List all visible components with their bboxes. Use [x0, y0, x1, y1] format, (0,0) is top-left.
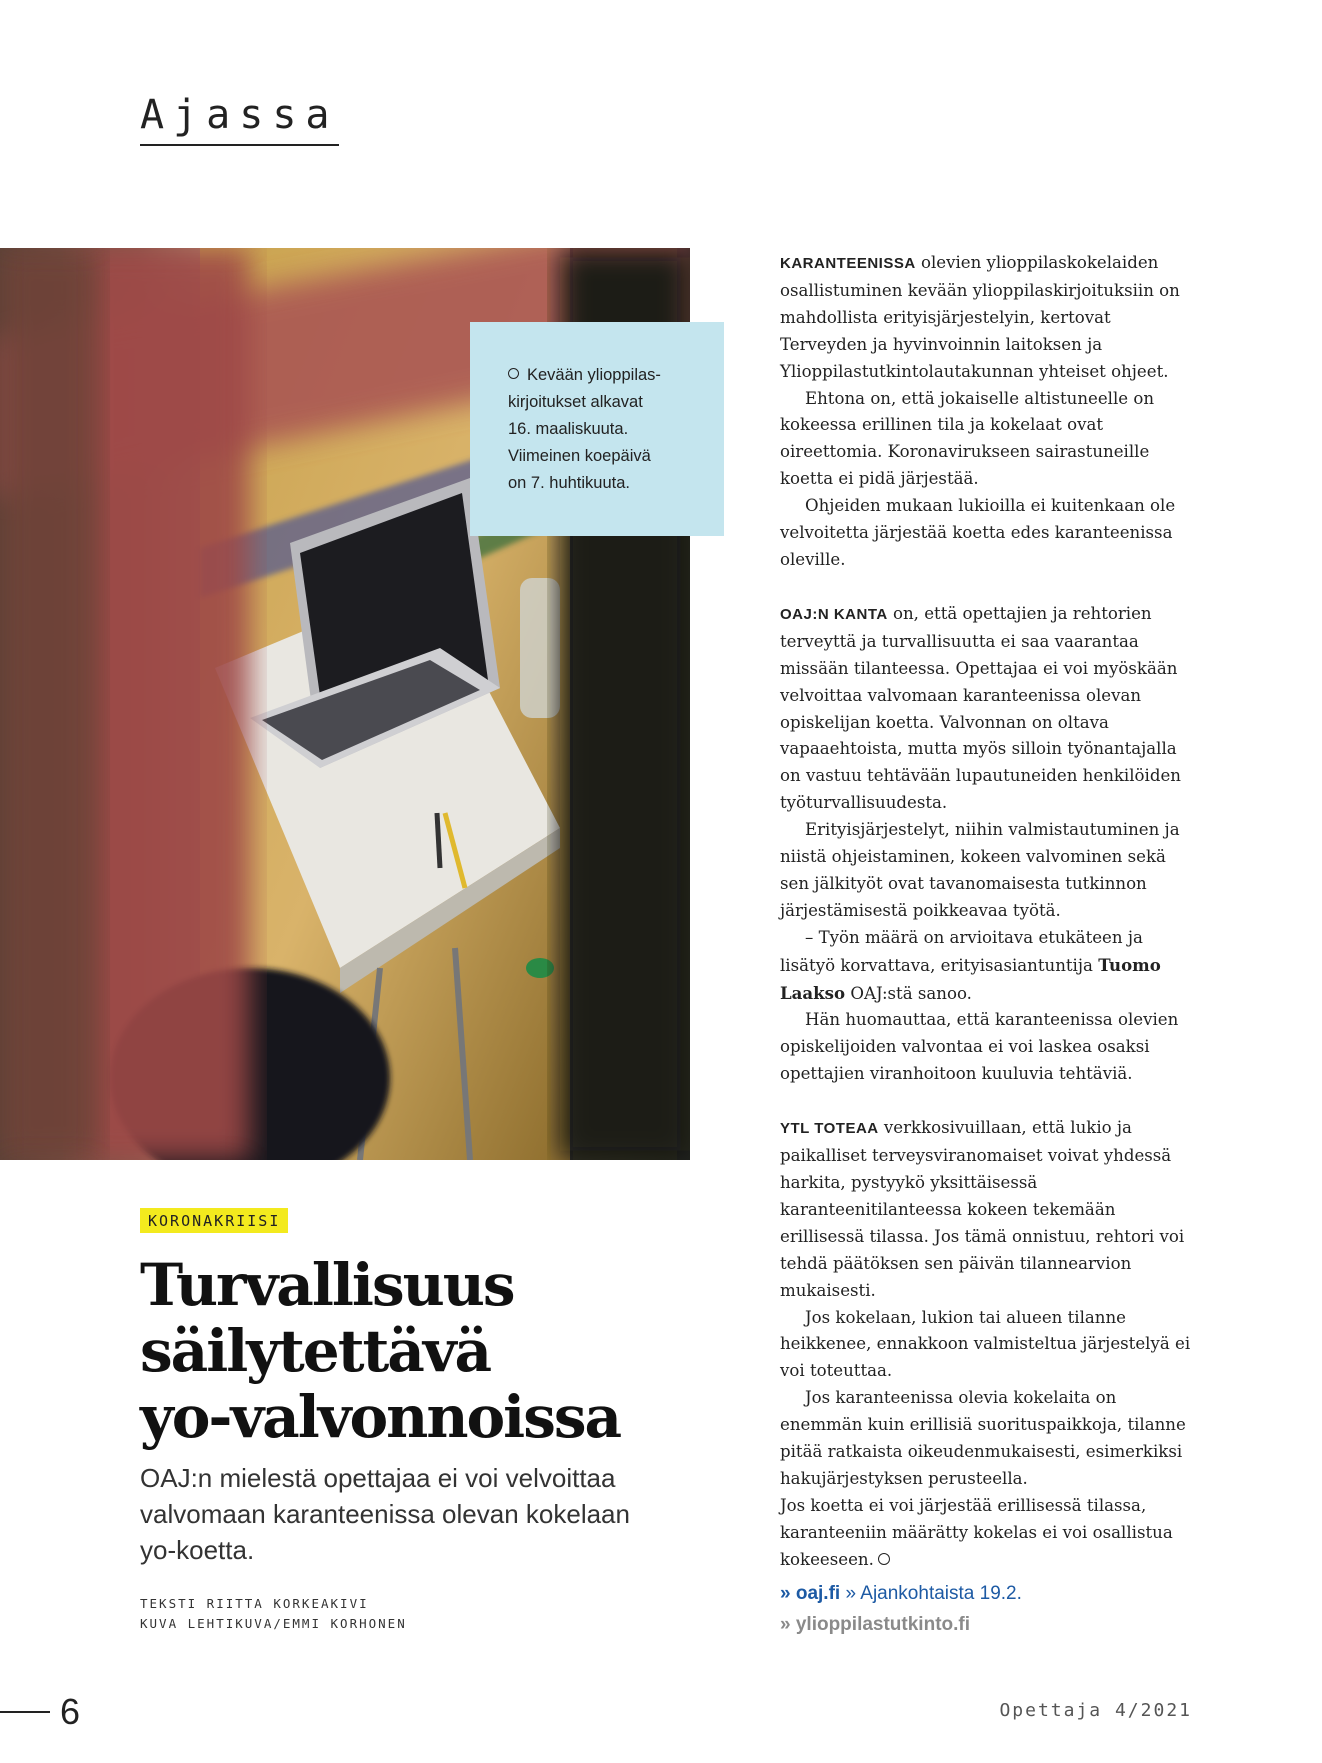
circle-bullet-icon — [508, 368, 519, 379]
page-number: 6 — [60, 1691, 81, 1732]
body-paragraph — [780, 1115, 1200, 1304]
info-box — [470, 322, 724, 536]
body-paragraph: Hän huomauttaa, että karanteenissa olevien opiskelijoiden valvontaa ei voi laskea osaksi opettajien viranhoitoon kuuluvia tehtäviä. — [780, 1010, 1179, 1084]
credit-photo: KUVA LEHTIKUVA/EMMI KORHONEN — [140, 1616, 407, 1631]
link-oaj[interactable] — [780, 1578, 1022, 1609]
footer-rule — [0, 1711, 50, 1713]
body-paragraph: Ehtona on, että jokaiselle altistuneelle on kokeessa erillinen tila ja kokelaat ovat oireettomia. Koronavirukseen sairastuneille koetta ei pidä järjestää. — [780, 388, 1155, 489]
paragraph-text: verkkosivuillaan, että lukio ja paikalliset terveysviranomaiset voivat yhdessä harkita, pystyykö yksittäisessä karanteenitilanteessa kokeen tekemään erillisessä tilassa. Jos tämä onnistuu, rehtori voi tehdä päätöksen sen päivän tilannearvion mukaisesti. — [780, 1118, 1185, 1300]
section-title: Ajassa — [140, 92, 339, 146]
headline-line: yo-valvonnoissa — [140, 1383, 621, 1451]
lead-paragraph: OAJ:n mielestä opettajaa ei voi velvoittaa valvomaan karanteenissa olevan kokelaan yo-koetta. — [140, 1463, 630, 1565]
link-site: oaj.fi — [795, 1583, 841, 1604]
category-tag: KORONAKRIISI — [140, 1208, 288, 1233]
body-paragraph — [780, 250, 1200, 386]
article-body — [780, 250, 1200, 1574]
paragraph-text: on, että opettajien ja rehtorien terveyttä ja turvallisuutta ei saa vaarantaa missään tilanteessa. Opettajaa ei voi myöskään velvoittaa valvomaan karanteenissa olevan opiskelijan koetta. Valvonnan on oltava vapaaehtoista, mutta myös silloin työnantajalla on vastuu tehtävään lupautuneiden henkilöiden työturvallisuudesta. — [780, 603, 1181, 813]
link-rest: » Ajankohtaista 19.2. — [845, 1583, 1022, 1604]
paragraph-text: – Työn määrä on arvioitava etukäteen ja lisätyö korvattava, erityisasiantuntija — [780, 927, 1143, 975]
body-paragraph: Erityisjärjestelyt, niihin valmistautuminen ja niistä ohjeistaminen, kokeen valvominen sekä sen jälkityöt ovat tavanomaisesta tutkinnon järjestämisestä poikkeavaa työtä. — [780, 820, 1180, 920]
info-line: 16. maaliskuuta. — [508, 420, 629, 438]
body-paragraph: Ohjeiden mukaan lukioilla ei kuitenkaan ole velvoitetta järjestää koetta edes karanteenissa oleville. — [780, 496, 1176, 569]
credit-text: TEKSTI RIITTA KORKEAKIVI — [140, 1596, 369, 1611]
headline — [140, 1252, 680, 1450]
info-line: on 7. huhtikuuta. — [508, 474, 631, 492]
paragraph-text: OAJ:stä sanoo. — [850, 983, 972, 1003]
section-lead-caps: KARANTEENISSA — [780, 255, 916, 272]
section-lead-caps: YTL TOTEAA — [780, 1120, 879, 1138]
body-paragraph: Jos karanteenissa olevia kokelaita on enemmän kuin erillisiä suorituspaikkoja, tilanne pitää ratkaista oikeudenmukaisesti, esimerkiksi hakujärjestyksen perusteella. — [780, 1388, 1186, 1488]
paragraph-text: olevien ylioppilaskokelaiden osallistuminen kevään ylioppilaskirjoituksiin on mahdollista erityisjärjestelyin, kertovat Terveyden ja hyvinvoinnin laitoksen ja Ylioppilastutkintolautakunnan yhteiset ohjeet. — [780, 253, 1180, 381]
info-line: Kevään ylioppilas- — [527, 366, 661, 384]
info-line: kirjoitukset alkavat — [508, 393, 643, 411]
credits — [140, 1594, 407, 1634]
end-mark-icon — [878, 1553, 890, 1565]
link-ylioppilastutkinto[interactable]: » ylioppilastutkinto.fi — [780, 1614, 971, 1635]
link-arrow: » — [780, 1583, 791, 1604]
info-line: Viimeinen koepäivä — [508, 447, 651, 465]
magazine-issue: Opettaja 4/2021 — [999, 1700, 1192, 1721]
body-paragraph: Jos kokelaan, lukion tai alueen tilanne heikkenee, ennakkoon valmisteltua järjestelyä ei voi toteuttaa. — [780, 1307, 1191, 1381]
body-paragraph — [780, 1493, 1200, 1574]
headline-line: säilytettävä — [140, 1317, 491, 1385]
person-name: Tuomo Laakso — [780, 954, 1161, 1003]
paragraph-text: Jos koetta ei voi järjestää erillisessä tilassa, karanteeniin määrätty kokelas ei voi osallistua kokeeseen. — [780, 1495, 1173, 1569]
section-lead-caps: OAJ:N KANTA — [780, 605, 888, 623]
related-links — [780, 1578, 1022, 1640]
body-paragraph — [780, 925, 1200, 1008]
body-paragraph — [780, 601, 1200, 817]
headline-line: Turvallisuus — [140, 1251, 514, 1319]
